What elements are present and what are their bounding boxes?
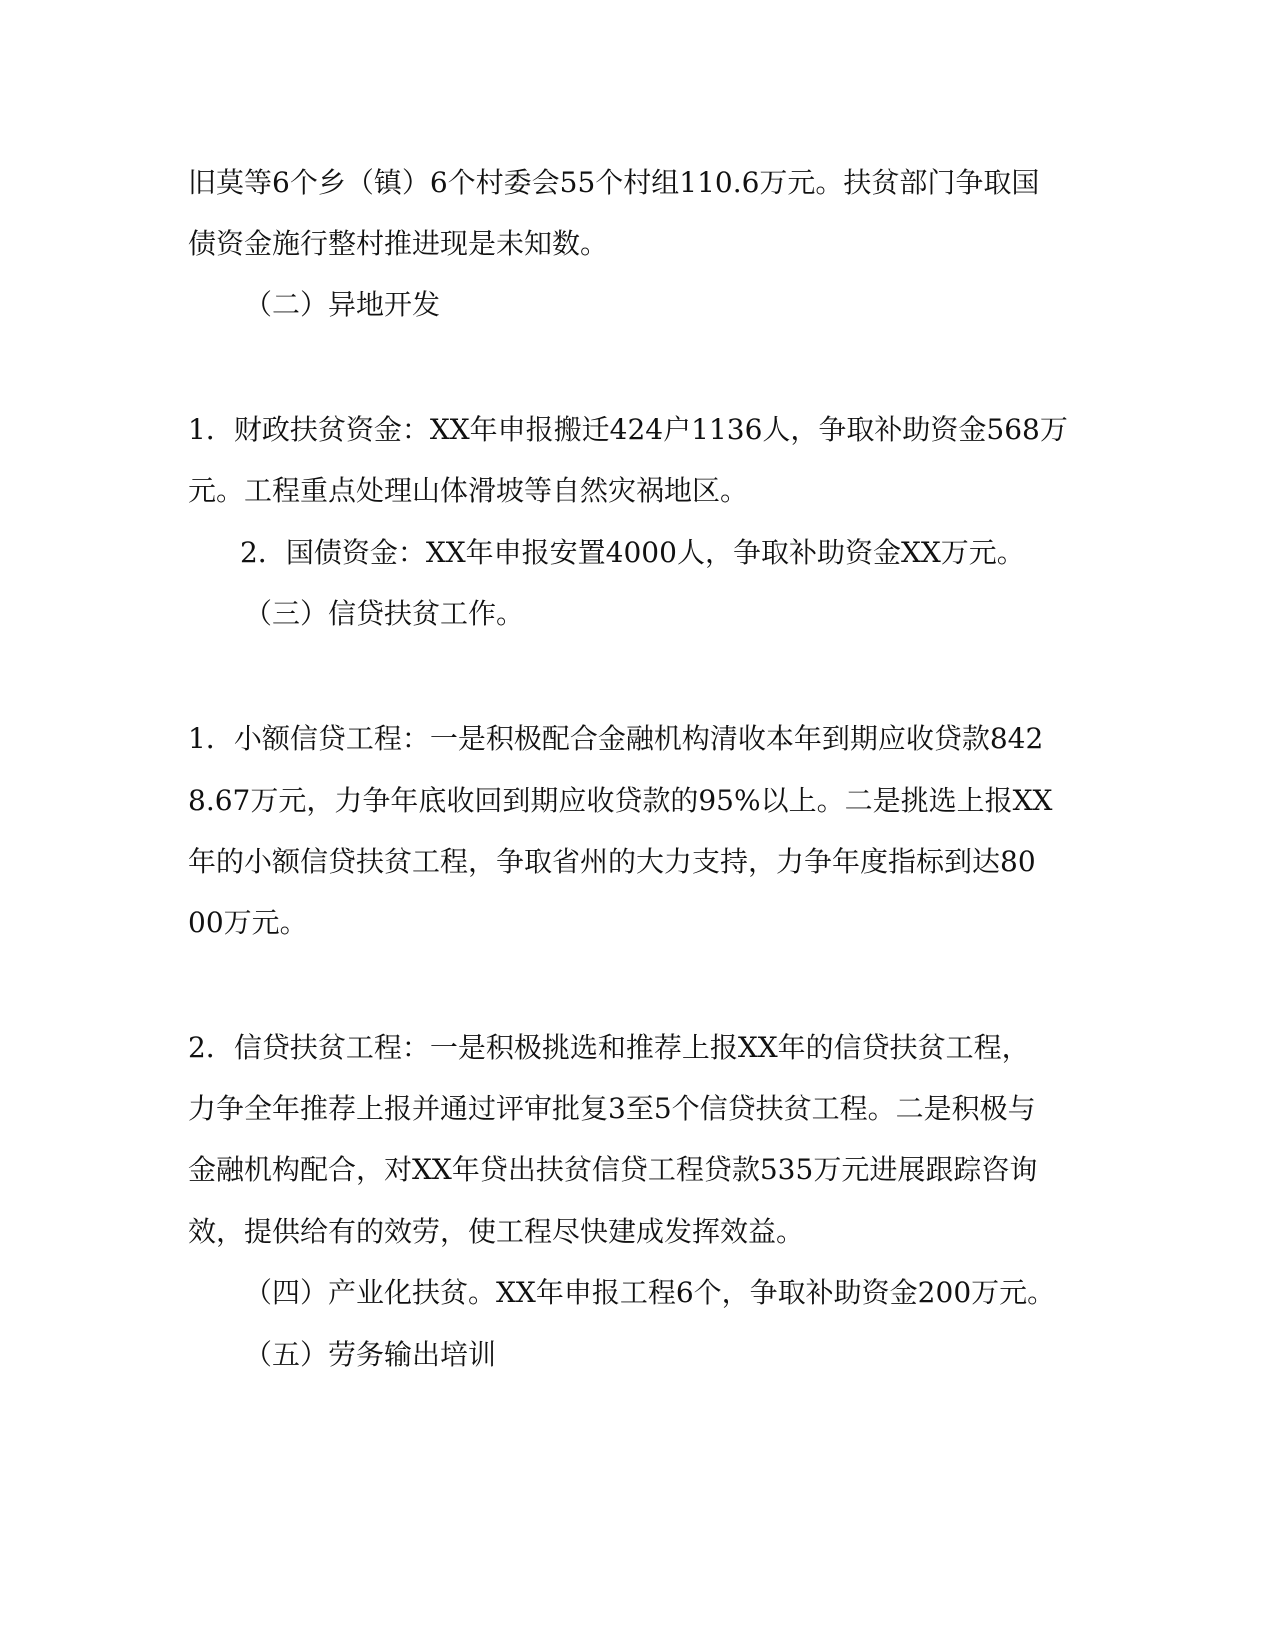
paragraph-line: 旧莫等6个乡（镇）6个村委会55个村组110.6万元。扶贫部门争取国 (188, 166, 1040, 199)
section-heading: （二）异地开发 (244, 288, 441, 321)
paragraph-line: 效，提供给有的效劳，使工程尽快建成发挥效益。 (188, 1215, 805, 1248)
paragraph-line: 年的小额信贷扶贫工程，争取省州的大力支持，力争年度指标到达80 (188, 845, 1036, 878)
paragraph-line: 00万元。 (188, 906, 308, 939)
section-heading: （五）劳务输出培训 (244, 1338, 497, 1371)
section-heading: （四）产业化扶贫。XX年申报工程6个，争取补助资金200万元。 (244, 1276, 1056, 1309)
paragraph-line: 1．财政扶贫资金：XX年申报搬迁424户1136人，争取补助资金568万 (188, 413, 1068, 446)
paragraph-line: 2．信贷扶贫工程：一是积极挑选和推荐上报XX年的信贷扶贫工程， (188, 1031, 1030, 1064)
paragraph-line: 债资金施行整村推进现是未知数。 (188, 227, 609, 260)
paragraph-line: 2．国债资金：XX年申报安置4000人，争取补助资金XX万元。 (240, 536, 1025, 569)
paragraph-line: 金融机构配合，对XX年贷出扶贫信贷工程贷款535万元进展跟踪咨询 (188, 1153, 1038, 1186)
section-heading: （三）信贷扶贫工作。 (244, 597, 525, 630)
paragraph-line: 1．小额信贷工程：一是积极配合金融机构清收本年到期应收贷款842 (188, 722, 1044, 755)
paragraph-line: 力争全年推荐上报并通过评审批复3至5个信贷扶贫工程。二是积极与 (188, 1092, 1036, 1125)
paragraph-line: 8.67万元，力争年底收回到期应收贷款的95%以上。二是挑选上报XX (188, 784, 1053, 817)
paragraph-line: 元。工程重点处理山体滑坡等自然灾祸地区。 (188, 474, 749, 507)
